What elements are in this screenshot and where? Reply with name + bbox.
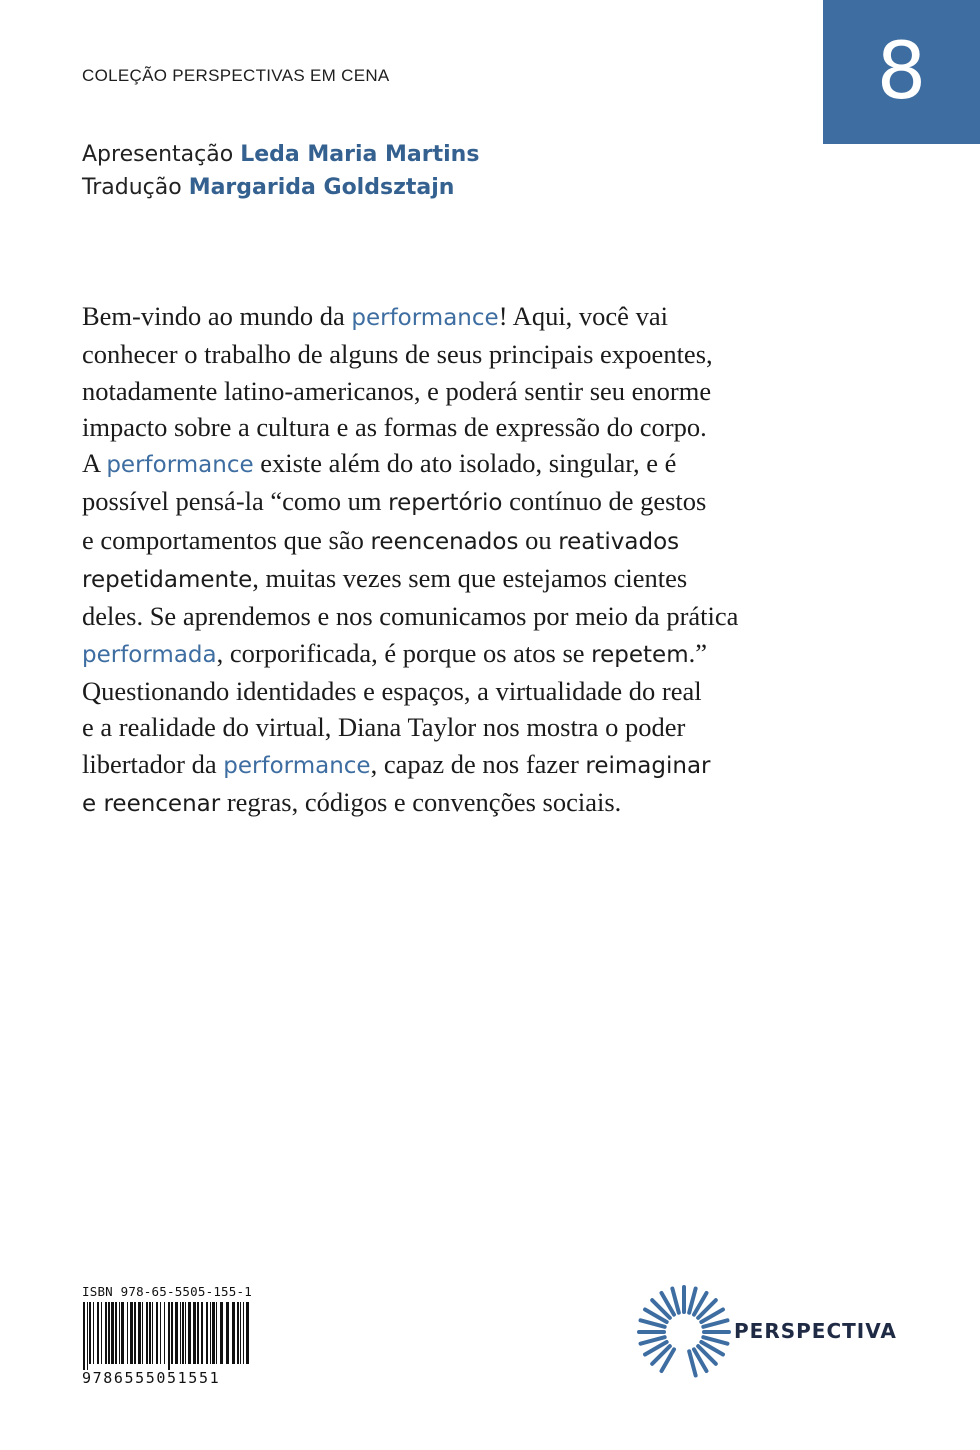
blurb-line [82, 373, 822, 409]
barcode-bar [164, 1302, 165, 1364]
credits [82, 138, 479, 204]
emphasis-term: reativados [558, 528, 680, 555]
blurb-text: ou [518, 524, 559, 555]
blurb-text: deles. Se aprendemos e nos comunicamos por meio da prática [82, 601, 739, 632]
blurb-line [82, 336, 822, 372]
barcode-bar [108, 1302, 110, 1364]
barcode-bar [168, 1302, 170, 1370]
publisher-logo [634, 1282, 924, 1382]
collection-title: COLEÇÃO PERSPECTIVAS EM CENA [82, 66, 390, 85]
blurb-text: Questionando identidades e espaços, a virtualidade do real [82, 675, 702, 706]
burst-ray [672, 1289, 678, 1313]
burst-ray [689, 1289, 695, 1313]
emphasis-term: repertório [388, 490, 503, 517]
barcode-bar [185, 1302, 186, 1364]
book-blurb [82, 298, 822, 822]
burst-ray [689, 1351, 695, 1375]
highlight-term: performance [223, 752, 371, 779]
credit-presentation [82, 138, 479, 171]
barcode-block [82, 1284, 254, 1386]
barcode-bar [240, 1302, 241, 1364]
blurb-line [82, 445, 822, 483]
highlight-term: performance [351, 305, 499, 331]
publisher-name: PERSPECTIVA [734, 1319, 897, 1343]
blurb-line [82, 409, 822, 445]
barcode-bar [127, 1302, 128, 1364]
barcode-bar [119, 1302, 120, 1364]
barcode-bar [246, 1302, 249, 1364]
blurb-line [82, 522, 822, 560]
barcode-bar [188, 1302, 191, 1364]
barcode-bar [171, 1302, 173, 1364]
barcode-bar [130, 1302, 133, 1364]
barcode-bar [237, 1302, 239, 1364]
barcode-bar [197, 1302, 199, 1364]
blurb-text: ! Aqui, você vai [498, 301, 668, 331]
barcode-bar [206, 1302, 208, 1364]
isbn-label: ISBN 978-65-5505-155-1 [82, 1284, 252, 1299]
barcode-bar [243, 1302, 244, 1364]
barcode-bar [87, 1302, 88, 1370]
barcode-bar [232, 1302, 235, 1364]
barcode-bar [97, 1302, 99, 1364]
barcode-bar [201, 1302, 203, 1364]
blurb-line [82, 635, 822, 673]
barcode-bar [83, 1302, 85, 1370]
credit-translation [82, 171, 479, 204]
barcode-bar [149, 1302, 151, 1364]
barcode-bar [138, 1302, 141, 1364]
barcode-bar [115, 1302, 117, 1364]
blurb-line [82, 598, 822, 634]
blurb-text: regras, códigos e convenções sociais. [220, 786, 622, 817]
highlight-term: performada [82, 641, 217, 668]
blurb-text: possível pensá-la “como um [82, 486, 389, 517]
blurb-text: libertador da [82, 748, 224, 779]
blurb-text: , muitas vezes sem que estejamos cientes [252, 563, 688, 594]
barcode-bar [111, 1302, 114, 1364]
barcode-bar [156, 1302, 158, 1364]
blurb-text: conhecer o trabalho de alguns de seus principais expoentes, [82, 339, 713, 370]
barcode-bar [216, 1302, 217, 1364]
blurb-line [82, 746, 822, 784]
blurb-line [82, 673, 822, 709]
barcode-bar [152, 1302, 153, 1364]
barcode-bar [160, 1302, 161, 1364]
blurb-line [82, 483, 822, 521]
highlight-term: performance [106, 452, 254, 479]
barcode-bar [180, 1302, 181, 1364]
blurb-line [82, 298, 822, 336]
blurb-text: Bem-vindo ao mundo da [82, 301, 352, 331]
blurb-text: existe além do ato isolado, singular, e é [253, 448, 677, 479]
volume-number-badge: 8 [823, 0, 980, 144]
barcode-bar [134, 1302, 136, 1364]
blurb-text: impacto sobre a cultura e as formas de expressão do corpo. [82, 411, 707, 442]
burst-ray [641, 1320, 665, 1326]
burst-ray [703, 1320, 727, 1326]
barcode-bar [121, 1302, 124, 1364]
burst-ray [641, 1337, 665, 1343]
barcode-bar [210, 1302, 211, 1364]
barcode-bars [82, 1302, 254, 1370]
credit-name: Leda Maria Martins [240, 142, 480, 167]
barcode-bar [89, 1302, 91, 1364]
blurb-text: e comportamentos que são [82, 524, 371, 555]
blurb-text: , corporificada, é porque os atos se [216, 637, 592, 668]
barcode-bar [193, 1302, 196, 1364]
barcode-bar [220, 1302, 223, 1364]
barcode-bar [93, 1302, 94, 1364]
blurb-text: A [82, 448, 107, 479]
credit-role: Apresentação [82, 142, 234, 167]
blurb-line [82, 709, 822, 745]
barcode-bar [142, 1302, 143, 1364]
blurb-text: e a realidade do virtual, Diana Taylor nos mostra o poder [82, 712, 686, 743]
blurb-text: , capaz de nos fazer [370, 748, 586, 779]
emphasis-term: reimaginar [585, 752, 711, 779]
ean-digits: 9786555051551 [82, 1369, 221, 1387]
emphasis-term: reencenados [370, 528, 519, 555]
credit-role: Tradução [82, 175, 182, 200]
blurb-line [82, 784, 822, 822]
barcode-bar [226, 1302, 229, 1364]
radial-burst-icon [634, 1282, 734, 1382]
blurb-text: .” [688, 637, 707, 668]
blurb-line [82, 560, 822, 598]
blurb-text: notadamente latino-americanos, e poderá sentir seu enorme [82, 375, 712, 406]
barcode-bar [101, 1302, 102, 1364]
barcode-bar [212, 1302, 215, 1364]
credit-name: Margarida Goldsztajn [188, 175, 455, 200]
emphasis-term: e reencenar [82, 790, 221, 817]
barcode-bar [175, 1302, 178, 1364]
emphasis-term: repetem [591, 641, 689, 668]
barcode-bar [182, 1302, 184, 1364]
barcode-bar [146, 1302, 148, 1364]
burst-ray [703, 1337, 727, 1343]
emphasis-term: repetidamente [82, 567, 253, 594]
blurb-text: contínuo de gestos [502, 486, 707, 517]
barcode-bar [105, 1302, 107, 1364]
